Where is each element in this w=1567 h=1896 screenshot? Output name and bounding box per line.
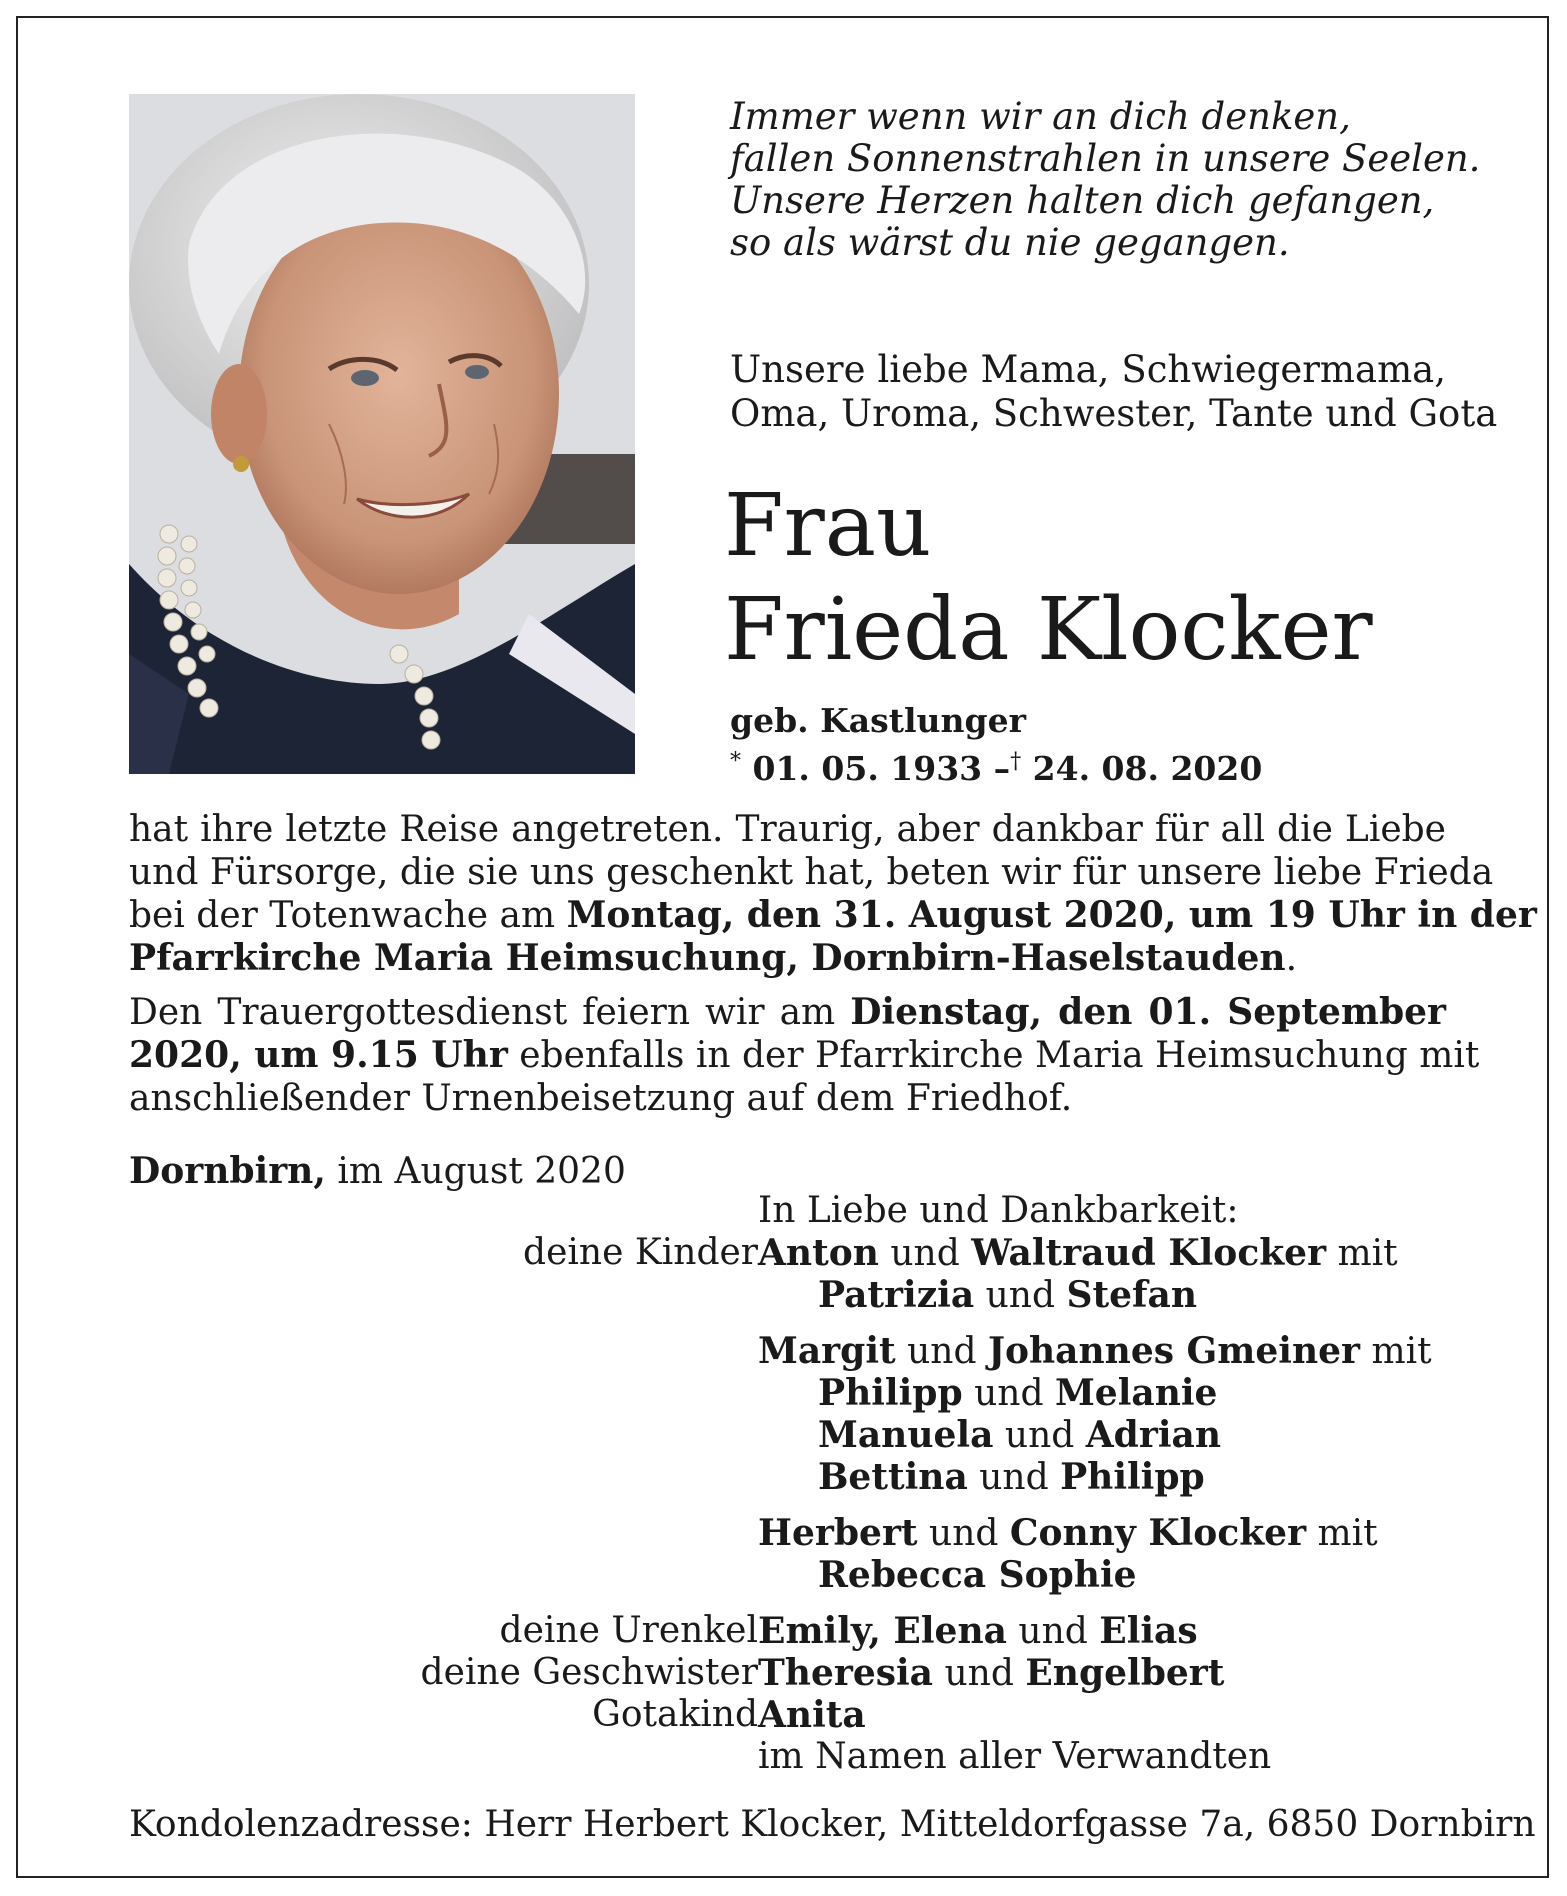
poem-line: Immer wenn wir an dich denken, (730, 95, 1351, 138)
family-2-children (818, 1456, 1205, 1499)
name: Melanie (1054, 1372, 1218, 1414)
birth-symbol: * (730, 749, 741, 774)
text: bei der Totenwache am (129, 895, 567, 936)
intro-line: Unsere liebe Mama, Schwiegermama, (730, 348, 1446, 391)
funeral-date: Dienstag, den 01. September (850, 991, 1447, 1033)
text: und (878, 1233, 972, 1274)
funeral-time: 2020, um 9.15 Uhr (129, 1034, 508, 1076)
gotakind-name (758, 1694, 866, 1737)
name: Anton (758, 1232, 879, 1274)
name-full: Frieda Klocker (724, 580, 1373, 680)
family-2-children (818, 1372, 1217, 1415)
poem-line: fallen Sonnenstrahlen in unsere Seelen. (730, 137, 1481, 180)
family-3 (758, 1512, 1378, 1555)
family-1-children (818, 1274, 1197, 1317)
family-1 (758, 1232, 1398, 1275)
text: . (1285, 938, 1298, 979)
text: ebenfalls in der Pfarrkirche Maria Heimsuchung mit (507, 1035, 1480, 1076)
para-line (129, 991, 1446, 1034)
text: mit (1306, 1513, 1378, 1554)
poem (730, 96, 1490, 264)
name: Waltraud Klocker (971, 1232, 1327, 1274)
text: mit (1326, 1233, 1398, 1274)
kinder-label: deine Kinder (523, 1232, 758, 1273)
para-line (129, 894, 1537, 937)
family-3-children (818, 1554, 1137, 1597)
family-2 (758, 1330, 1432, 1373)
maiden-name: geb. Kastlunger (730, 701, 1026, 740)
text: und (993, 1415, 1086, 1456)
name: Conny Klocker (1009, 1512, 1307, 1554)
poem-line: so als wärst du nie gegangen. (730, 221, 1290, 264)
announcement-paragraph (129, 808, 1537, 980)
para-line (129, 937, 1446, 980)
para-line (129, 1034, 1480, 1077)
geschwister-names (758, 1652, 1224, 1695)
intro-text (730, 348, 1498, 436)
text: mit (1360, 1331, 1432, 1372)
para-line: und Fürsorge, die sie uns geschenkt hat, beten wir für unsere liebe Frieda (129, 852, 1494, 893)
funeral-paragraph (129, 991, 1480, 1120)
mourners-list (18, 1190, 1549, 1778)
text: und (967, 1457, 1061, 1498)
birth-date: 01. 05. 1933 (752, 749, 983, 788)
deceased-name (724, 474, 1484, 682)
name: Margit (758, 1330, 896, 1372)
name: Patrizia (818, 1274, 975, 1316)
wake-date: Montag, den 31. August 2020, um 19 Uhr in der (566, 894, 1537, 936)
text: und (974, 1275, 1067, 1316)
name: Manuela (818, 1414, 994, 1456)
portrait-photo (129, 94, 635, 774)
name: Bettina (818, 1456, 968, 1498)
para-line: hat ihre letzte Reise angetreten. Traurig, aber dankbar für all die Liebe (129, 809, 1446, 850)
geschwister-label: deine Geschwister (420, 1652, 758, 1693)
name: Emily, Elena (758, 1610, 1007, 1652)
death-date: 24. 08. 2020 (1032, 749, 1263, 788)
life-dates (730, 742, 1262, 789)
signature-heading: In Liebe und Dankbarkeit: (758, 1190, 1239, 1231)
text: und (1006, 1611, 1100, 1652)
text: Den Trauergottesdienst feiern wir am (129, 992, 851, 1033)
intro-line: Oma, Uroma, Schwester, Tante und Gota (730, 392, 1498, 435)
condolence-address: Kondolenzadresse: Herr Herbert Klocker, Mitteldorfgasse 7a, 6850 Dornbirn (129, 1804, 1536, 1845)
text: und (962, 1373, 1055, 1414)
date-dash: – (993, 749, 1011, 788)
wake-location: Pfarrkirche Maria Heimsuchung, Dornbirn-Haselstauden (129, 937, 1286, 979)
urenkel-label: deine Urenkel (499, 1610, 758, 1651)
name: Engelbert (1025, 1652, 1225, 1694)
closing-line: im Namen aller Verwandten (758, 1736, 1272, 1777)
name: Adrian (1085, 1414, 1221, 1456)
poem-line: Unsere Herzen halten dich gefangen, (730, 179, 1435, 222)
name: Elias (1099, 1610, 1198, 1652)
name-title: Frau (724, 476, 932, 576)
place-date (129, 1150, 626, 1193)
text: und (933, 1653, 1026, 1694)
name: Theresia (758, 1652, 934, 1694)
name: Herbert (758, 1512, 918, 1554)
name: Johannes Gmeiner (987, 1330, 1360, 1372)
gotakind-label: Gotakind (592, 1694, 758, 1735)
name: Stefan (1066, 1274, 1197, 1316)
place-city: Dornbirn, (129, 1150, 326, 1192)
text: und (917, 1513, 1010, 1554)
text: und (895, 1331, 988, 1372)
portrait-illustration (129, 94, 635, 774)
name: Rebecca Sophie (818, 1554, 1137, 1596)
para-line: anschließender Urnenbeisetzung auf dem Friedhof. (129, 1078, 1073, 1119)
family-2-children (818, 1414, 1221, 1457)
name: Philipp (1060, 1456, 1205, 1498)
name: Anita (758, 1694, 866, 1736)
name: Philipp (818, 1372, 963, 1414)
urenkel-names (758, 1610, 1198, 1653)
obituary-page (16, 16, 1549, 1878)
death-symbol: † (1010, 749, 1022, 774)
place-month: im August 2020 (325, 1151, 626, 1192)
